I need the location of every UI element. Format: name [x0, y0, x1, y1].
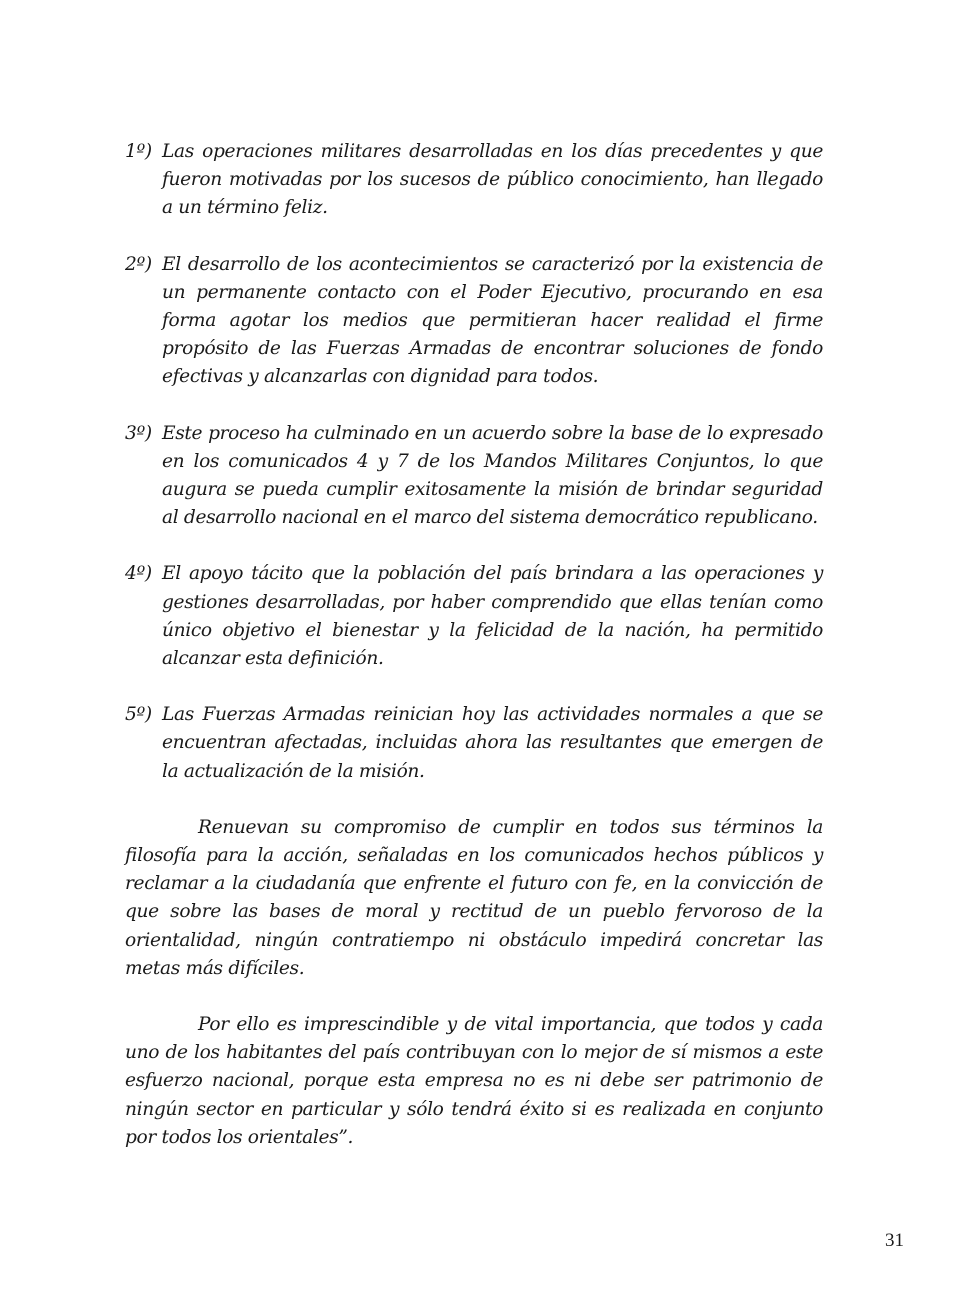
item-text: El desarrollo de los acontecimientos se caracterizó por la existencia de un permanente contacto con el Poder Ejecutivo, procurando en esa forma agotar los medios que permitieran hacer realidad el firme propósito de las Fuerzas Armadas de encontrar soluciones de fondo efectivas y alcanzarlas con dignidad para todos.: [162, 253, 823, 388]
item-text: Las Fuerzas Armadas reinician hoy las actividades normales a que se encuentran afectadas, incluidas ahora las resultantes que emergen de la actualización de la misión.: [162, 704, 823, 782]
body-paragraph: Por ello es imprescindible y de vital importancia, que todos y cada uno de los habitantes del país contribuyan con lo mejor de sí mismos a este esfuerzo nacional, porque esta empresa no es ni debe ser patrimonio de ningún sector en particular y sólo tendrá éxito si es realizada en conjunto por todos los orientales”.: [125, 1014, 823, 1148]
item-number: 1º): [125, 141, 152, 162]
list-item: [125, 251, 823, 392]
page-number: 31: [885, 1230, 904, 1251]
item-number: 4º): [125, 563, 152, 585]
item-number: 5º): [125, 704, 152, 726]
list-item: [125, 560, 823, 673]
item-number: 3º): [125, 422, 152, 444]
list-item: [125, 701, 823, 786]
item-text: Este proceso ha culminado en un acuerdo sobre la base de lo expresado en los comunicados 4 y 7 de los Mandos Militares Conjuntos, lo que augura se pueda cumplir exitosamente la misión de brindar seguridad al desarrollo nacional en el marco del sistema democrático republicano.: [162, 422, 823, 529]
list-item: [125, 420, 823, 533]
item-number: 2º): [125, 253, 152, 275]
document-body: [125, 138, 823, 1180]
body-paragraph: Renuevan su compromiso de cumplir en todos sus términos la filosofía para la acción, señaladas en los comunicados hechos públicos y reclamar a la ciudadanía que enfrente el futuro con fe, en la convicción de que sobre las bases de moral y rectitud de un pueblo fervoroso de la orientalidad, ningún contratiempo ni obstáculo impedirá concretar las metas más difíciles.: [125, 816, 823, 979]
list-item: [125, 138, 823, 223]
item-text: Las operaciones militares desarrolladas en los días precedentes y que fueron motivadas por los sucesos de público conocimiento, han llegado a un término feliz.: [162, 141, 823, 219]
item-text: El apoyo tácito que la población del país brindara a las operaciones y gestiones desarrolladas, por haber comprendido que ellas tenían como único objetivo el bienestar y la felicidad de la nación, ha permitido alcanzar esta definición.: [162, 563, 823, 670]
